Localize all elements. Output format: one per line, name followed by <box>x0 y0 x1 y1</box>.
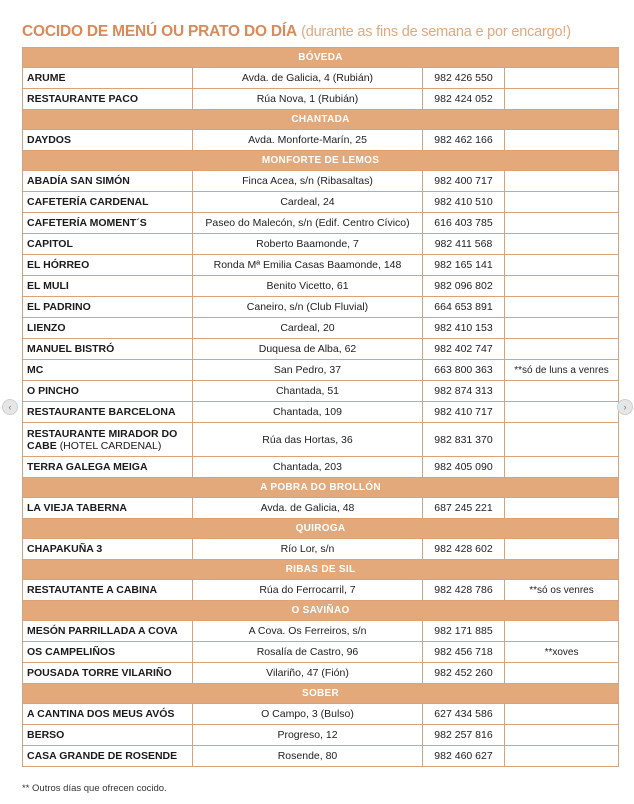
address-cell: Río Lor, s/n <box>193 539 423 560</box>
restaurant-name-cell <box>23 663 193 684</box>
restaurant-name-cell <box>23 234 193 255</box>
town-name: BÓVEDA <box>23 48 619 68</box>
restaurant-name-cell <box>23 318 193 339</box>
restaurant-name-cell <box>23 192 193 213</box>
restaurant-name-cell <box>23 704 193 725</box>
address-cell: Caneiro, s/n (Club Fluvial) <box>193 297 423 318</box>
page-title <box>22 22 622 42</box>
table-row <box>23 234 619 255</box>
restaurant-name-cell <box>23 580 193 601</box>
restaurant-name-cell <box>23 255 193 276</box>
town-name: RIBAS DE SIL <box>23 560 619 580</box>
address-cell: Cardeal, 24 <box>193 192 423 213</box>
table-row <box>23 339 619 360</box>
note-cell <box>505 423 619 457</box>
chevron-right-icon: › <box>623 402 627 412</box>
note-cell <box>505 498 619 519</box>
town-name: QUIROGA <box>23 519 619 539</box>
restaurant-name-cell <box>23 746 193 767</box>
town-header-row <box>23 684 619 704</box>
note-cell <box>505 746 619 767</box>
note-cell <box>505 663 619 684</box>
table-row <box>23 725 619 746</box>
table-row <box>23 498 619 519</box>
address-cell: Ronda Mª Emilia Casas Baamonde, 148 <box>193 255 423 276</box>
address-cell: Vilariño, 47 (Fión) <box>193 663 423 684</box>
address-cell: Duquesa de Alba, 62 <box>193 339 423 360</box>
address-cell: Paseo do Malecón, s/n (Edif. Centro Cívico) <box>193 213 423 234</box>
note-cell: **só os venres <box>505 580 619 601</box>
town-header-row <box>23 519 619 539</box>
phone-cell: 982 462 166 <box>423 130 505 151</box>
note-cell <box>505 621 619 642</box>
phone-cell: 687 245 221 <box>423 498 505 519</box>
note-cell <box>505 89 619 110</box>
phone-cell: 982 460 627 <box>423 746 505 767</box>
table-row <box>23 297 619 318</box>
table-row <box>23 580 619 601</box>
phone-cell: 982 405 090 <box>423 457 505 478</box>
address-cell: Avda. de Galicia, 48 <box>193 498 423 519</box>
phone-cell: 982 428 602 <box>423 539 505 560</box>
phone-cell: 982 402 747 <box>423 339 505 360</box>
town-name: MONFORTE DE LEMOS <box>23 151 619 171</box>
phone-cell: 982 426 550 <box>423 68 505 89</box>
town-name: O SAVIÑAO <box>23 601 619 621</box>
table-row <box>23 318 619 339</box>
note-cell <box>505 297 619 318</box>
note-cell <box>505 539 619 560</box>
table-row <box>23 276 619 297</box>
note-cell <box>505 255 619 276</box>
town-name: CHANTADA <box>23 110 619 130</box>
restaurant-name: ABADÍA SAN SIMÓN <box>27 175 130 187</box>
restaurant-name-cell <box>23 68 193 89</box>
table-row <box>23 642 619 663</box>
address-cell: Progreso, 12 <box>193 725 423 746</box>
phone-cell: 982 410 153 <box>423 318 505 339</box>
address-cell: Rúa Nova, 1 (Rubián) <box>193 89 423 110</box>
town-header-row <box>23 48 619 68</box>
town-header-row <box>23 110 619 130</box>
restaurant-name-cell <box>23 297 193 318</box>
note-cell: **xoves <box>505 642 619 663</box>
phone-cell: 982 165 141 <box>423 255 505 276</box>
restaurant-name-cell <box>23 621 193 642</box>
note-cell <box>505 213 619 234</box>
restaurant-table-body <box>23 48 619 767</box>
restaurant-name: CHAPAKUÑA 3 <box>27 543 103 555</box>
phone-cell: 982 171 885 <box>423 621 505 642</box>
phone-cell: 982 831 370 <box>423 423 505 457</box>
table-row <box>23 663 619 684</box>
table-row <box>23 171 619 192</box>
phone-cell: 982 410 717 <box>423 402 505 423</box>
table-row <box>23 704 619 725</box>
address-cell: Chantada, 203 <box>193 457 423 478</box>
address-cell: Chantada, 51 <box>193 381 423 402</box>
address-cell: O Campo, 3 (Bulso) <box>193 704 423 725</box>
restaurant-name-cell <box>23 89 193 110</box>
address-cell: Rúa das Hortas, 36 <box>193 423 423 457</box>
address-cell: San Pedro, 37 <box>193 360 423 381</box>
note-cell <box>505 234 619 255</box>
note-cell <box>505 130 619 151</box>
restaurant-name-cell <box>23 457 193 478</box>
table-row <box>23 213 619 234</box>
address-cell: Benito Vicetto, 61 <box>193 276 423 297</box>
address-cell: Chantada, 109 <box>193 402 423 423</box>
restaurant-name-cell <box>23 213 193 234</box>
table-row <box>23 130 619 151</box>
table-row <box>23 192 619 213</box>
address-cell: Avda. de Galicia, 4 (Rubián) <box>193 68 423 89</box>
phone-cell: 982 257 816 <box>423 725 505 746</box>
restaurant-name: O PINCHO <box>27 385 79 397</box>
note-cell <box>505 276 619 297</box>
table-row <box>23 746 619 767</box>
restaurant-name-cell <box>23 539 193 560</box>
table-row <box>23 621 619 642</box>
phone-cell: 982 456 718 <box>423 642 505 663</box>
town-header-row <box>23 478 619 498</box>
restaurant-table <box>22 47 619 767</box>
table-row <box>23 360 619 381</box>
town-header-row <box>23 601 619 621</box>
table-row <box>23 68 619 89</box>
phone-cell: 982 410 510 <box>423 192 505 213</box>
phone-cell: 982 096 802 <box>423 276 505 297</box>
note-cell <box>505 704 619 725</box>
note-cell <box>505 318 619 339</box>
note-cell <box>505 68 619 89</box>
restaurant-name: BERSO <box>27 729 65 741</box>
restaurant-name: EL MULI <box>27 280 69 292</box>
title-subtitle: (durante as fins de semana e por encargo!) <box>301 24 571 40</box>
restaurant-name: CASA GRANDE DE ROSENDE <box>27 750 178 762</box>
restaurant-name-cell <box>23 498 193 519</box>
restaurant-name: OS CAMPELIÑOS <box>27 646 116 658</box>
carousel-next-button[interactable] <box>617 399 633 415</box>
phone-cell: 982 424 052 <box>423 89 505 110</box>
restaurant-name-sub: (HOTEL CARDENAL) <box>59 439 162 452</box>
phone-cell: 982 411 568 <box>423 234 505 255</box>
table-row <box>23 89 619 110</box>
note-cell <box>505 171 619 192</box>
restaurant-name: CAFETERÍA MOMENT´S <box>27 217 147 229</box>
address-cell: Avda. Monforte-Marín, 25 <box>193 130 423 151</box>
table-row <box>23 402 619 423</box>
restaurant-name-cell <box>23 339 193 360</box>
table-row <box>23 539 619 560</box>
address-cell: Roberto Baamonde, 7 <box>193 234 423 255</box>
note-cell <box>505 192 619 213</box>
note-cell <box>505 725 619 746</box>
title-main: COCIDO DE MENÚ OU PRATO DO DÍA <box>22 23 298 40</box>
note-cell <box>505 339 619 360</box>
restaurant-name-cell <box>23 130 193 151</box>
address-cell: Cardeal, 20 <box>193 318 423 339</box>
restaurant-name-cell <box>23 360 193 381</box>
table-row <box>23 255 619 276</box>
town-header-row <box>23 560 619 580</box>
phone-cell: 982 452 260 <box>423 663 505 684</box>
restaurant-name: TERRA GALEGA MEIGA <box>27 461 148 473</box>
restaurant-name: MESÓN PARRILLADA A COVA <box>27 625 178 637</box>
restaurant-name: CAPITOL <box>27 238 73 250</box>
phone-cell: 616 403 785 <box>423 213 505 234</box>
phone-cell: 627 434 586 <box>423 704 505 725</box>
table-row <box>23 423 619 457</box>
restaurant-name: POUSADA TORRE VILARIÑO <box>27 667 172 679</box>
restaurant-name-cell <box>23 725 193 746</box>
restaurant-name-cell <box>23 276 193 297</box>
restaurant-name: DAYDOS <box>27 134 71 146</box>
restaurant-name: MC <box>27 364 44 376</box>
restaurant-name: CAFETERÍA CARDENAL <box>27 196 149 208</box>
table-row <box>23 381 619 402</box>
restaurant-name: RESTAURANTE MIRADOR DO CABE <box>27 427 178 452</box>
phone-cell: 663 800 363 <box>423 360 505 381</box>
restaurant-name: EL HÓRREO <box>27 259 90 271</box>
table-row <box>23 457 619 478</box>
phone-cell: 982 874 313 <box>423 381 505 402</box>
restaurant-name: LIENZO <box>27 322 66 334</box>
note-cell <box>505 457 619 478</box>
note-cell <box>505 402 619 423</box>
restaurant-name: LA VIEJA TABERNA <box>27 502 127 514</box>
address-cell: Rosende, 80 <box>193 746 423 767</box>
note-cell: **só de luns a venres <box>505 360 619 381</box>
restaurant-name: EL PADRINO <box>27 301 91 313</box>
restaurant-name: A CANTINA DOS MEUS AVÓS <box>27 708 175 720</box>
note-cell <box>505 381 619 402</box>
restaurant-name: RESTAUTANTE A CABINA <box>27 584 158 596</box>
restaurant-name: RESTAURANTE BARCELONA <box>27 406 176 418</box>
restaurant-name-cell <box>23 402 193 423</box>
address-cell: Finca Acea, s/n (Ribasaltas) <box>193 171 423 192</box>
address-cell: A Cova. Os Ferreiros, s/n <box>193 621 423 642</box>
phone-cell: 982 428 786 <box>423 580 505 601</box>
town-name: A POBRA DO BROLLÓN <box>23 478 619 498</box>
chevron-left-icon: ‹ <box>8 402 12 412</box>
footnote: ** Outros días que ofrecen cocido. <box>22 783 167 794</box>
address-cell: Rosalía de Castro, 96 <box>193 642 423 663</box>
restaurant-name-cell <box>23 423 193 457</box>
phone-cell: 664 653 891 <box>423 297 505 318</box>
restaurant-name: MANUEL BISTRÓ <box>27 343 115 355</box>
restaurant-name: ARUME <box>27 72 66 84</box>
town-header-row <box>23 151 619 171</box>
address-cell: Rúa do Ferrocarril, 7 <box>193 580 423 601</box>
restaurant-name: RESTAURANTE PACO <box>27 93 139 105</box>
phone-cell: 982 400 717 <box>423 171 505 192</box>
restaurant-name-cell <box>23 381 193 402</box>
restaurant-name-cell <box>23 642 193 663</box>
restaurant-name-cell <box>23 171 193 192</box>
town-name: SOBER <box>23 684 619 704</box>
carousel-prev-button[interactable] <box>2 399 18 415</box>
